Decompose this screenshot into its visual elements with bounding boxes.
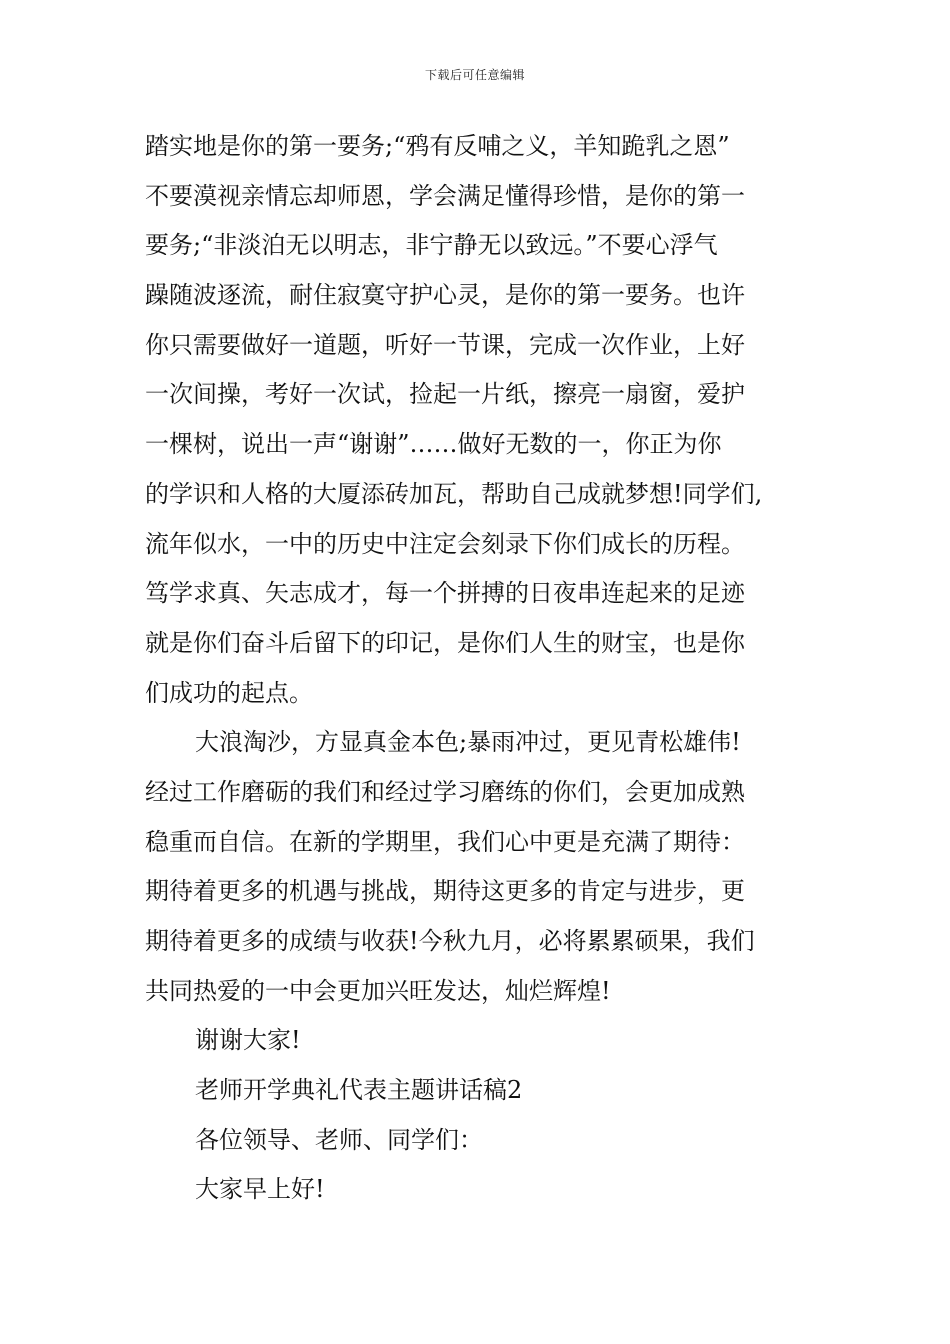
paragraph-1: [145, 122, 810, 718]
text-line: 要务;“非淡泊无以明志，非宁静无以致远。”不要心浮气: [145, 231, 718, 260]
text-line: 稳重而自信。在新的学期里，我们心中更是充满了期待：: [145, 827, 745, 856]
thanks-line: 谢谢大家!: [195, 1026, 301, 1055]
text-line: 期待着更多的机遇与挑战，期待这更多的肯定与进步，更: [145, 877, 745, 906]
document-body: [145, 122, 810, 1215]
text-line: 大浪淘沙，方显真金本色;暴雨冲过，更见青松雄伟!: [195, 728, 741, 757]
greeting: 大家早上好!: [195, 1175, 325, 1204]
text-line: 你只需要做好一道题，听好一节课，完成一次作业，上好: [145, 330, 745, 359]
text-line: 笃学求真、矢志成才，每一个拼搏的日夜串连起来的足迹: [145, 579, 745, 608]
text-line: 流年似水，一中的历史中注定会刻录下你们成长的历程。: [145, 529, 745, 558]
text-line: 经过工作磨砺的我们和经过学习磨练的你们，会更加成熟: [145, 777, 745, 806]
text-line: 不要漠视亲情忘却师恩，学会满足懂得珍惜，是你的第一: [145, 181, 745, 210]
paragraph-2: [145, 718, 810, 1016]
text-line: 共同热爱的一中会更加兴旺发达，灿烂辉煌!: [145, 976, 611, 1005]
text-line: 期待着更多的成绩与收获!今秋九月，必将累累硕果，我们: [145, 927, 755, 955]
text-line: 的学识和人格的大厦添砖加瓦，帮助自己成就梦想!同学们,: [145, 479, 763, 508]
speech-title: 老师开学典礼代表主题讲话稿2: [195, 1076, 523, 1105]
text-line: 一次间操，考好一次试，捡起一片纸，擦亮一扇窗，爱护: [145, 380, 745, 409]
salutation: 各位领导、老师、同学们：: [195, 1125, 483, 1154]
header-note: 下载后可任意编辑: [424, 68, 525, 82]
text-line: 一棵树，说出一声“谢谢”……做好无数的一，你正为你: [145, 430, 722, 459]
text-line: 踏实地是你的第一要务;“鸦有反哺之义，羊知跪乳之恩”: [145, 132, 730, 160]
text-line: 躁随波逐流，耐住寂寞守护心灵，是你的第一要务。也许: [145, 281, 745, 310]
text-line: 就是你们奋斗后留下的印记，是你们人生的财宝，也是你: [145, 628, 745, 657]
text-line: 们成功的起点。: [145, 678, 313, 707]
